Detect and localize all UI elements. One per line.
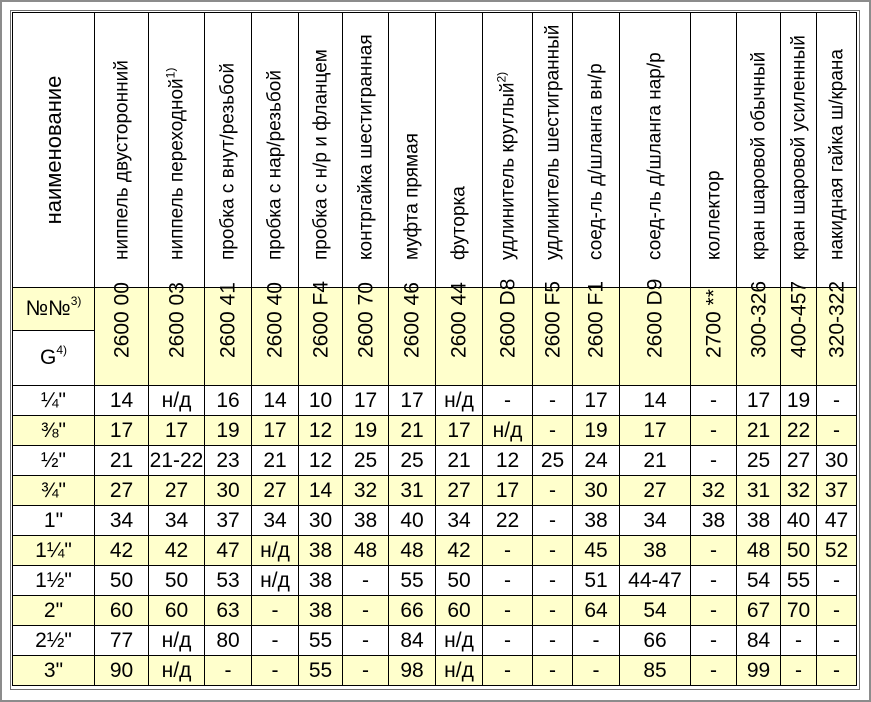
value-cell: 53: [205, 566, 252, 596]
value-cell: 34: [436, 506, 483, 536]
catalog-code: 400-457: [787, 280, 810, 358]
thread-size-label: G: [39, 346, 57, 369]
value-cell: 32: [343, 476, 389, 506]
value-cell: 30: [205, 476, 252, 506]
value-cell: -: [483, 386, 533, 416]
value-cell: 48: [737, 536, 781, 566]
value-cell: -: [691, 446, 737, 476]
column-name: соед-ль д/шланга нар/р: [644, 52, 666, 260]
value-cell: 12: [299, 416, 343, 446]
catalog-code: 2600 D9: [643, 278, 667, 358]
thread-size-cell: ½": [13, 446, 95, 476]
value-cell: 27: [95, 476, 149, 506]
column-name: контргайка шестигранная: [355, 34, 376, 260]
value-cell: 23: [205, 446, 252, 476]
value-cell: 17: [252, 416, 299, 446]
value-cell: 55: [299, 626, 343, 656]
value-cell: -: [533, 506, 573, 536]
value-cell: 14: [299, 476, 343, 506]
catalog-code-cell: [149, 282, 205, 386]
value-cell: 98: [389, 656, 436, 686]
column-header: [533, 13, 573, 288]
value-cell: 54: [737, 566, 781, 596]
column-header-wrap: [163, 67, 187, 260]
value-cell: -: [533, 626, 573, 656]
catalog-code-wrap: [748, 281, 769, 358]
value-cell: 21: [95, 446, 149, 476]
value-cell: н/д: [436, 656, 483, 686]
column-header-wrap: [749, 52, 768, 260]
column-header: [343, 13, 389, 288]
catalog-code-cell: [205, 282, 252, 386]
value-cell: 17: [737, 386, 781, 416]
value-cell: 34: [149, 506, 205, 536]
column-header: [205, 13, 252, 288]
column-header-wrap: [311, 49, 330, 260]
value-cell: 48: [343, 536, 389, 566]
value-cell: -: [533, 386, 573, 416]
catalog-code: 2600 46: [400, 282, 424, 358]
value-cell: 22: [781, 416, 817, 446]
name-header-wrap: [40, 75, 66, 225]
value-cell: -: [533, 476, 573, 506]
value-cell: 27: [436, 476, 483, 506]
column-name: ниппель двусторонний: [111, 60, 132, 260]
value-cell: 27: [620, 476, 691, 506]
catalog-code-wrap: [586, 281, 607, 358]
thread-size-cell: ⅜": [13, 416, 95, 446]
value-cell: -: [252, 626, 299, 656]
value-cell: 24: [573, 446, 620, 476]
value-cell: 38: [299, 566, 343, 596]
header-row: [13, 13, 857, 288]
value-cell: н/д: [252, 566, 299, 596]
column-header-wrap: [356, 34, 375, 260]
column-header: [389, 13, 436, 288]
value-cell: 27: [149, 476, 205, 506]
thread-size-cell: 3": [13, 656, 95, 686]
column-header: [737, 13, 781, 288]
value-cell: 21: [389, 416, 436, 446]
value-cell: 19: [343, 416, 389, 446]
catalog-code-cell: [343, 282, 389, 386]
table-row: [13, 416, 857, 446]
value-cell: 52: [817, 536, 857, 566]
catalog-code: 320-322: [825, 280, 848, 358]
column-name: ниппель переходной: [166, 78, 187, 260]
column-header-wrap: [403, 133, 422, 260]
catalog-code-cell: [436, 282, 483, 386]
value-cell: 45: [573, 536, 620, 566]
catalog-code-wrap: [788, 281, 809, 358]
value-cell: 38: [691, 506, 737, 536]
value-cell: 44-47: [620, 566, 691, 596]
column-name: накидная гайка ш/крана: [826, 49, 847, 260]
value-cell: 48: [389, 536, 436, 566]
value-cell: -: [573, 656, 620, 686]
value-cell: -: [252, 596, 299, 626]
value-cell: н/д: [436, 386, 483, 416]
value-cell: 40: [781, 506, 817, 536]
value-cell: 21: [737, 416, 781, 446]
column-header: [781, 13, 817, 288]
catalog-code: 2600 44: [447, 282, 471, 358]
catalog-code-cell: [252, 282, 299, 386]
value-cell: -: [817, 566, 857, 596]
thread-size-cell: ¼": [13, 386, 95, 416]
value-cell: н/д: [149, 386, 205, 416]
catalog-code-cell: [781, 280, 817, 386]
name-header-label: наименование: [40, 75, 66, 225]
value-cell: 38: [573, 506, 620, 536]
value-cell: 22: [483, 506, 533, 536]
value-cell: н/д: [252, 536, 299, 566]
catalog-code-cell: [483, 278, 533, 386]
column-name: кран шаровой усиленный: [788, 35, 809, 260]
catalog-code-wrap: [402, 282, 423, 358]
column-header: [436, 13, 483, 288]
value-cell: 30: [817, 446, 857, 476]
column-header-wrap: [494, 71, 518, 260]
catalog-code: 2600 F5: [541, 280, 564, 358]
value-cell: 14: [620, 386, 691, 416]
value-cell: 17: [149, 416, 205, 446]
value-cell: 84: [389, 626, 436, 656]
catalog-code-wrap: [449, 282, 470, 358]
value-cell: -: [691, 656, 737, 686]
value-cell: 40: [389, 506, 436, 536]
catalog-code-cell: [389, 282, 436, 386]
value-cell: 27: [252, 476, 299, 506]
value-cell: 90: [95, 656, 149, 686]
thread-size-cell: 1½": [13, 566, 95, 596]
catalog-code: 2600 D8: [496, 278, 519, 358]
value-cell: -: [483, 656, 533, 686]
value-cell: -: [691, 596, 737, 626]
value-cell: 66: [620, 626, 691, 656]
catalog-number-label-cell: [13, 288, 95, 331]
value-cell: 47: [205, 536, 252, 566]
value-cell: 19: [781, 386, 817, 416]
value-cell: 25: [533, 446, 573, 476]
value-cell: 84: [737, 626, 781, 656]
column-name: муфта прямая: [401, 133, 423, 260]
value-cell: 19: [573, 416, 620, 446]
catalog-number-footnote: 3): [70, 294, 82, 308]
value-cell: -: [483, 596, 533, 626]
value-cell: 42: [149, 536, 205, 566]
value-cell: 12: [483, 446, 533, 476]
catalog-code-wrap: [645, 279, 666, 358]
column-header-wrap: [112, 60, 131, 260]
value-cell: 34: [252, 506, 299, 536]
column-header: [299, 13, 343, 288]
catalog-code-wrap: [826, 281, 847, 358]
fittings-size-table: [12, 12, 857, 686]
value-cell: -: [205, 656, 252, 686]
value-cell: 67: [737, 596, 781, 626]
thread-size-cell: 2": [13, 596, 95, 626]
value-cell: -: [781, 656, 817, 686]
value-cell: 54: [620, 596, 691, 626]
catalog-code: 2700 **: [702, 289, 725, 358]
value-cell: -: [781, 626, 817, 656]
column-header-wrap: [543, 25, 562, 260]
value-cell: -: [252, 656, 299, 686]
value-cell: 17: [573, 386, 620, 416]
value-cell: 25: [737, 446, 781, 476]
column-name: футорка: [448, 186, 470, 260]
column-header: [573, 13, 620, 288]
value-cell: 30: [573, 476, 620, 506]
value-cell: 38: [620, 536, 691, 566]
value-cell: н/д: [436, 626, 483, 656]
catalog-code-cell: [691, 288, 737, 386]
value-cell: 55: [389, 566, 436, 596]
value-cell: 17: [436, 416, 483, 446]
value-cell: 60: [95, 596, 149, 626]
value-cell: 60: [149, 596, 205, 626]
value-cell: 42: [95, 536, 149, 566]
value-cell: 38: [343, 506, 389, 536]
value-cell: 64: [573, 596, 620, 626]
column-header-wrap: [704, 170, 723, 260]
value-cell: 21: [620, 446, 691, 476]
catalog-code: 2600 03: [165, 282, 188, 358]
value-cell: -: [533, 416, 573, 446]
table-row: [13, 536, 857, 566]
value-cell: -: [573, 626, 620, 656]
value-cell: н/д: [149, 656, 205, 686]
thread-size-cell: ¾": [13, 476, 95, 506]
column-header: [817, 13, 857, 288]
column-name: удлинитель шестигранный: [542, 24, 563, 260]
value-cell: 34: [95, 506, 149, 536]
column-header: [620, 13, 691, 288]
value-cell: -: [817, 386, 857, 416]
value-cell: 21: [436, 446, 483, 476]
value-cell: 32: [691, 476, 737, 506]
value-cell: 17: [343, 386, 389, 416]
column-name: удлинитель круглый: [497, 82, 518, 260]
value-cell: 50: [149, 566, 205, 596]
table-row: [13, 566, 857, 596]
catalog-code-wrap: [497, 279, 518, 358]
column-header-wrap: [789, 35, 808, 260]
thread-size-cell: 1¼": [13, 536, 95, 566]
value-cell: 66: [389, 596, 436, 626]
value-cell: 50: [95, 566, 149, 596]
catalog-code-cell: [817, 280, 857, 386]
catalog-code-cell: [95, 282, 149, 386]
column-name: пробка с нар/резьбой: [264, 70, 286, 260]
value-cell: 31: [389, 476, 436, 506]
value-cell: 51: [573, 566, 620, 596]
column-header: [149, 13, 205, 288]
value-cell: 80: [205, 626, 252, 656]
catalog-code-wrap: [265, 282, 286, 358]
value-cell: 12: [299, 446, 343, 476]
catalog-code: 2600 00: [110, 282, 133, 358]
value-cell: 37: [817, 476, 857, 506]
catalog-code: 300-326: [747, 280, 770, 358]
column-header: [483, 13, 533, 288]
catalog-code-wrap: [310, 281, 331, 358]
value-cell: 21: [252, 446, 299, 476]
value-cell: 17: [483, 476, 533, 506]
table-row: [13, 506, 857, 536]
column-name: соед-ль д/шланга вн/р: [585, 63, 607, 260]
catalog-code-wrap: [111, 282, 132, 358]
column-header: [252, 13, 299, 288]
value-cell: 70: [781, 596, 817, 626]
value-cell: н/д: [483, 416, 533, 446]
table-row: [13, 626, 857, 656]
thread-size-cell: 1": [13, 506, 95, 536]
column-header-wrap: [646, 52, 665, 260]
value-cell: н/д: [149, 626, 205, 656]
catalog-code-wrap: [703, 289, 724, 358]
catalog-code: 2600 41: [216, 282, 240, 358]
value-cell: -: [483, 626, 533, 656]
value-cell: 60: [436, 596, 483, 626]
value-cell: -: [343, 656, 389, 686]
catalog-code-cell: [533, 280, 573, 386]
column-footnote: 1): [163, 67, 177, 79]
value-cell: 63: [205, 596, 252, 626]
value-cell: -: [817, 596, 857, 626]
value-cell: 38: [737, 506, 781, 536]
catalog-code: 2600 70: [354, 282, 377, 358]
value-cell: -: [691, 626, 737, 656]
column-header-wrap: [219, 63, 238, 260]
value-cell: 31: [737, 476, 781, 506]
value-cell: 85: [620, 656, 691, 686]
value-cell: 27: [781, 446, 817, 476]
value-cell: 14: [252, 386, 299, 416]
value-cell: 55: [781, 566, 817, 596]
value-cell: 50: [781, 536, 817, 566]
value-cell: -: [817, 416, 857, 446]
catalog-code: 2600 F4: [309, 280, 332, 358]
column-name: кран шаровой обычный: [748, 51, 769, 260]
value-cell: -: [817, 626, 857, 656]
thread-size-cell: 2½": [13, 626, 95, 656]
value-cell: -: [691, 536, 737, 566]
table-row: [13, 476, 857, 506]
catalog-code-cell: [573, 280, 620, 386]
value-cell: 14: [95, 386, 149, 416]
value-cell: 25: [343, 446, 389, 476]
value-cell: 50: [436, 566, 483, 596]
value-cell: 32: [781, 476, 817, 506]
value-cell: 17: [389, 386, 436, 416]
column-name: пробка с внут/резьбой: [217, 62, 239, 260]
code-row: [13, 288, 857, 331]
value-cell: 38: [299, 536, 343, 566]
value-cell: 30: [299, 506, 343, 536]
value-cell: -: [691, 416, 737, 446]
column-header: [691, 13, 737, 288]
value-cell: -: [343, 626, 389, 656]
column-footnote: 2): [494, 71, 508, 83]
value-cell: 47: [817, 506, 857, 536]
value-cell: -: [343, 596, 389, 626]
value-cell: 38: [299, 596, 343, 626]
value-cell: 16: [205, 386, 252, 416]
column-name: коллектор: [703, 170, 724, 260]
value-cell: 42: [436, 536, 483, 566]
thread-size-label-cell: [13, 331, 95, 386]
catalog-code-wrap: [218, 282, 239, 358]
value-cell: 99: [737, 656, 781, 686]
catalog-code-wrap: [542, 281, 563, 358]
value-cell: 10: [299, 386, 343, 416]
catalog-code-cell: [299, 280, 343, 386]
value-cell: 77: [95, 626, 149, 656]
column-header-wrap: [827, 49, 846, 260]
table-row: [13, 386, 857, 416]
value-cell: -: [533, 536, 573, 566]
value-cell: -: [483, 566, 533, 596]
value-cell: -: [533, 656, 573, 686]
column-header-wrap: [587, 63, 606, 260]
catalog-code-wrap: [355, 282, 376, 358]
column-header-wrap: [266, 70, 285, 260]
column-name: пробка с н/р и фланцем: [310, 49, 331, 260]
catalog-code: 2600 40: [263, 282, 287, 358]
catalog-code-cell: [737, 280, 781, 386]
name-header-cell: [13, 13, 95, 288]
value-cell: 55: [299, 656, 343, 686]
catalog-code-cell: [620, 278, 691, 386]
value-cell: -: [691, 386, 737, 416]
value-cell: 19: [205, 416, 252, 446]
catalog-number-label: №№: [25, 297, 71, 320]
value-cell: 25: [389, 446, 436, 476]
value-cell: 17: [620, 416, 691, 446]
column-header-wrap: [450, 186, 469, 260]
table-row: [13, 596, 857, 626]
value-cell: 17: [95, 416, 149, 446]
catalog-code: 2600 F1: [584, 280, 608, 358]
catalog-code-wrap: [166, 282, 187, 358]
value-cell: 34: [620, 506, 691, 536]
value-cell: 21-22: [149, 446, 205, 476]
table-row: [13, 446, 857, 476]
value-cell: 37: [205, 506, 252, 536]
value-cell: -: [483, 536, 533, 566]
value-cell: -: [817, 656, 857, 686]
value-cell: -: [533, 566, 573, 596]
column-header: [95, 13, 149, 288]
thread-size-footnote: 4): [56, 343, 67, 357]
value-cell: -: [691, 566, 737, 596]
value-cell: -: [343, 566, 389, 596]
value-cell: -: [533, 596, 573, 626]
table-row: [13, 656, 857, 686]
